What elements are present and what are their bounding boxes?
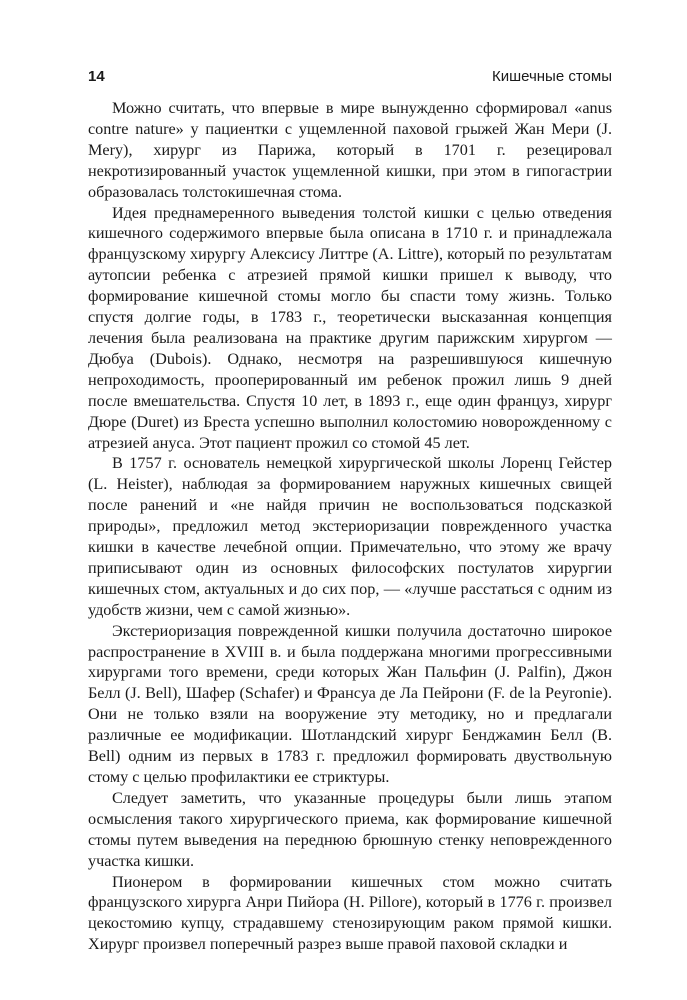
chapter-title: Кишечные стомы [491, 68, 612, 85]
paragraph: Можно считать, что впервые в мире вынужденно сформировал «anus contre nature» у пациентки с ущемленной паховой грыжей Жан Мери (J. Mery), хирург из Парижа, который в 1701 г. резецировал некротизированный участок ущемленной кишки, при этом в гипогастрии образовалась толстокишечная стома. [88, 99, 612, 201]
paragraph: Следует заметить, что указанные процедуры были лишь этапом осмысления такого хирургического приема, как формирование кишечной стомы путем выведения на переднюю брюшную стенку неповрежденного участка кишки. [88, 788, 612, 870]
paragraph: Экстериоризация поврежденной кишки получила достаточно широкое распространение в XVIII в. и была поддержана многими прогрессивными хирургами того времени, среди которых Жан Пальфин (J. Palfin), Джон Белл (J. Bell), Шафер (Schafer) и Франсуа де Ла Пейрони (F. de la Peyronie). Они не только взяли на вооружение эту методику, но и предлагали различные ее модификации. Шотландский хирург Бенджамин Белл (B. Bell) одним из первых в 1783 г. предложил формировать двуствольную стому с целью профилактики ее стриктуры. [88, 621, 612, 786]
paragraph: Пионером в формировании кишечных стом можно считать французского хирурга Анри Пийора (H. Pillore), который в 1776 г. произвел цекостомию купцу, страдавшему стенозирующим раком прямой кишки. Хирург произвел поперечный разрез выше правой паховой складки и [88, 872, 612, 954]
body-text [88, 98, 612, 955]
running-header [88, 68, 612, 92]
paragraph: Идея преднамеренного выведения толстой кишки с целью отведения кишечного содержимого впервые была описана в 1710 г. и принадлежала французскому хирургу Алексису Литтре (A. Littre), который по результатам аутопсии ребенка с атрезией прямой кишки пришел к выводу, что формирование кишечной стомы могло бы спасти тому жизнь. Только спустя долгие годы, в 1783 г., теоретически высказанная концепция лечения была реализована на практике другим парижским хирургом — Дюбуа (Dubois). Однако, несмотря на разрешившуюся кишечную непроходимость, прооперированный им ребенок прожил лишь 9 дней после вмешательства. Спустя 10 лет, в 1893 г., еще один француз, хирург Дюре (Duret) из Бреста успешно выполнил колостомию новорожденному с атрезией ануса. Этот пациент прожил со стомой 45 лет. [88, 203, 612, 452]
paragraph: В 1757 г. основатель немецкой хирургической школы Лоренц Гейстер (L. Heister), наблюдая за формированием наружных кишечных свищей после ранений и «не найдя причин не воспользоваться подсказкой природы», предложил метод экстериоризации поврежденного участка кишки в качестве лечебной опции. Примечательно, что этому же врачу приписывают один из основных философских постулатов хирургии кишечных стом, актуальных и до сих пор, — «лучше расстаться с одним из удобств жизни, чем с самой жизнью». [88, 454, 612, 619]
page-number: 14 [88, 68, 105, 85]
